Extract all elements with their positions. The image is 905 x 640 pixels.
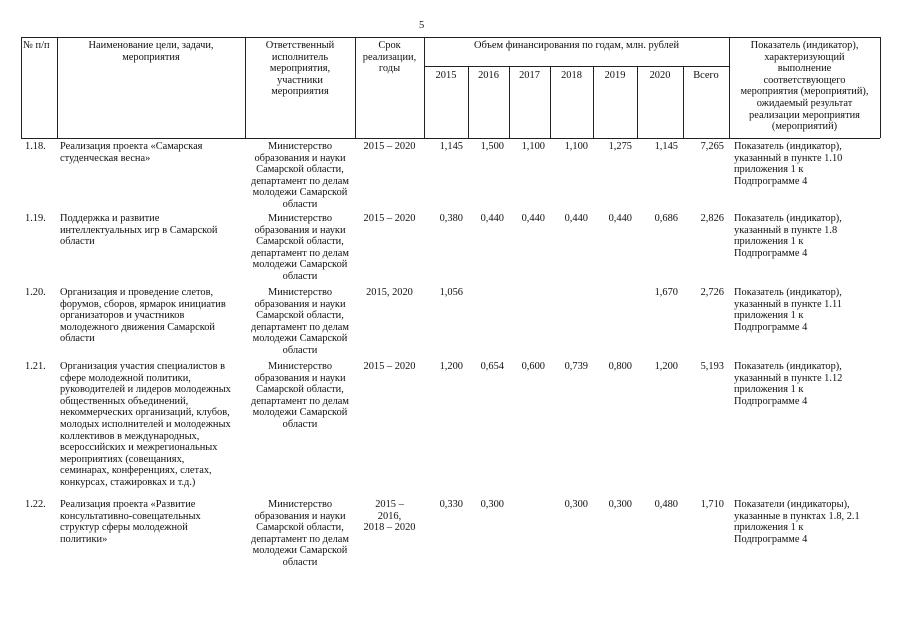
row-value: 1,670 bbox=[654, 287, 678, 298]
header-year: 2015 bbox=[435, 70, 457, 81]
row-num: 1.20. bbox=[25, 287, 46, 298]
row-value: 0,300 bbox=[564, 499, 588, 510]
row-num: 1.21. bbox=[25, 361, 46, 372]
row-value: 0,300 bbox=[608, 499, 632, 510]
header-year: 2019 bbox=[604, 70, 626, 81]
row-value: 1,275 bbox=[608, 141, 632, 152]
row-value: 1,100 bbox=[564, 141, 588, 152]
header-name: Наименование цели, задачи, мероприятия bbox=[88, 40, 214, 63]
header-num: № п/п bbox=[23, 40, 50, 51]
row-value: 1,200 bbox=[439, 361, 463, 372]
row-value: 0,739 bbox=[564, 361, 588, 372]
header-year: 2018 bbox=[561, 70, 582, 81]
row-executor: Министерство образования и науки Самарской области, департамент по делам молодежи Самарской области bbox=[251, 499, 349, 568]
row-value: 0,654 bbox=[480, 361, 504, 372]
row-value: 1,056 bbox=[439, 287, 463, 298]
header-executor: Ответственный исполнитель мероприятия, участники мероприятия bbox=[265, 40, 335, 98]
header-finance: Объем финансирования по годам, млн. рублей bbox=[473, 40, 680, 51]
row-indicator: Показатель (индикатор), указанный в пункте 1.12 приложения 1 к Подпрограмме 4 bbox=[734, 361, 843, 407]
row-indicator: Показатель (индикатор), указанный в пункте 1.11 приложения 1 к Подпрограмме 4 bbox=[734, 287, 842, 333]
row-name: Реализация проекта «Развитие консультативно-совещательных структур сферы молодежной политики» bbox=[60, 499, 201, 545]
row-name: Поддержка и развитие интеллектуальных игр в Самарской области bbox=[60, 213, 218, 248]
row-value: 1,145 bbox=[439, 141, 463, 152]
row-value: 0,686 bbox=[654, 213, 678, 224]
row-term: 2015 – 2020 bbox=[363, 141, 416, 152]
row-term: 2015 – 2020 bbox=[363, 213, 416, 224]
row-term: 2015 – 2020 bbox=[363, 361, 416, 372]
row-value: 1,710 bbox=[700, 499, 724, 510]
row-value: 0,380 bbox=[439, 213, 463, 224]
header-column-divider bbox=[424, 37, 425, 138]
row-executor: Министерство образования и науки Самарской области, департамент по делам молодежи Самарской области bbox=[251, 287, 349, 356]
header-year: 2017 bbox=[519, 70, 540, 81]
row-value: 0,440 bbox=[564, 213, 588, 224]
row-term: 2015 – 2016, 2018 – 2020 bbox=[363, 499, 416, 534]
row-value: 1,200 bbox=[654, 361, 678, 372]
row-executor: Министерство образования и науки Самарской области, департамент по делам молодежи Самарской области bbox=[251, 361, 349, 430]
header-top-border bbox=[21, 37, 880, 38]
row-value: 1,100 bbox=[521, 141, 545, 152]
row-num: 1.22. bbox=[25, 499, 46, 510]
row-executor: Министерство образования и науки Самарской области, департамент по делам молодежи Самарской области bbox=[251, 141, 349, 210]
row-value: 0,440 bbox=[521, 213, 545, 224]
row-term: 2015, 2020 bbox=[366, 287, 413, 298]
header-year: 2016 bbox=[478, 70, 499, 81]
row-value: 2,726 bbox=[700, 287, 724, 298]
row-value: 0,440 bbox=[608, 213, 632, 224]
row-value: 0,800 bbox=[608, 361, 632, 372]
row-value: 7,265 bbox=[700, 141, 724, 152]
row-name: Реализация проекта «Самарская студенческая весна» bbox=[60, 141, 203, 164]
row-num: 1.19. bbox=[25, 213, 46, 224]
header-term: Срок реализации, годы bbox=[362, 40, 417, 75]
row-executor: Министерство образования и науки Самарской области, департамент по делам молодежи Самарской области bbox=[251, 213, 349, 282]
header-year: Всего bbox=[693, 70, 719, 81]
row-indicator: Показатель (индикатор), указанный в пункте 1.10 приложения 1 к Подпрограмме 4 bbox=[734, 141, 843, 187]
row-value: 5,193 bbox=[700, 361, 724, 372]
row-value: 0,440 bbox=[480, 213, 504, 224]
page-number: 5 bbox=[419, 20, 425, 31]
row-value: 2,826 bbox=[700, 213, 724, 224]
row-indicator: Показатели (индикаторы), указанные в пунктах 1.8, 2.1 приложения 1 к Подпрограмме 4 bbox=[734, 499, 860, 545]
header-bottom-border bbox=[21, 138, 880, 139]
row-indicator: Показатель (индикатор), указанный в пункте 1.8 приложения 1 к Подпрограмме 4 bbox=[734, 213, 842, 259]
row-num: 1.18. bbox=[25, 141, 46, 152]
header-year: 2020 bbox=[649, 70, 671, 81]
row-name: Организация участия специалистов в сфере молодежной политики, руководителей и лидеров молодежных общественных объединений, некоммерческих организаций, клубов, молодых исполнителей и молодежных коллективов в международных, всероссийских и межрегиональных мероприятиях (совещаниях, семинарах, конференциях, слетах, конкурсах, стажировках и т.д.) bbox=[60, 361, 231, 488]
header-column-divider bbox=[21, 37, 22, 138]
row-value: 0,600 bbox=[521, 361, 545, 372]
header-indicator: Показатель (индикатор), характеризующий выполнение соответствующего мероприятия (мероприятий), ожидаемый результат реализации мероприятия (мероприятий) bbox=[740, 40, 869, 133]
header-column-divider bbox=[880, 37, 881, 138]
row-value: 0,480 bbox=[654, 499, 678, 510]
row-value: 0,330 bbox=[439, 499, 463, 510]
row-value: 1,145 bbox=[654, 141, 678, 152]
row-name: Организация и проведение слетов, форумов, сборов, ярмарок инициатив организаторов и участников молодежного движения Самарской области bbox=[60, 287, 226, 345]
row-value: 1,500 bbox=[480, 141, 504, 152]
row-value: 0,300 bbox=[480, 499, 504, 510]
